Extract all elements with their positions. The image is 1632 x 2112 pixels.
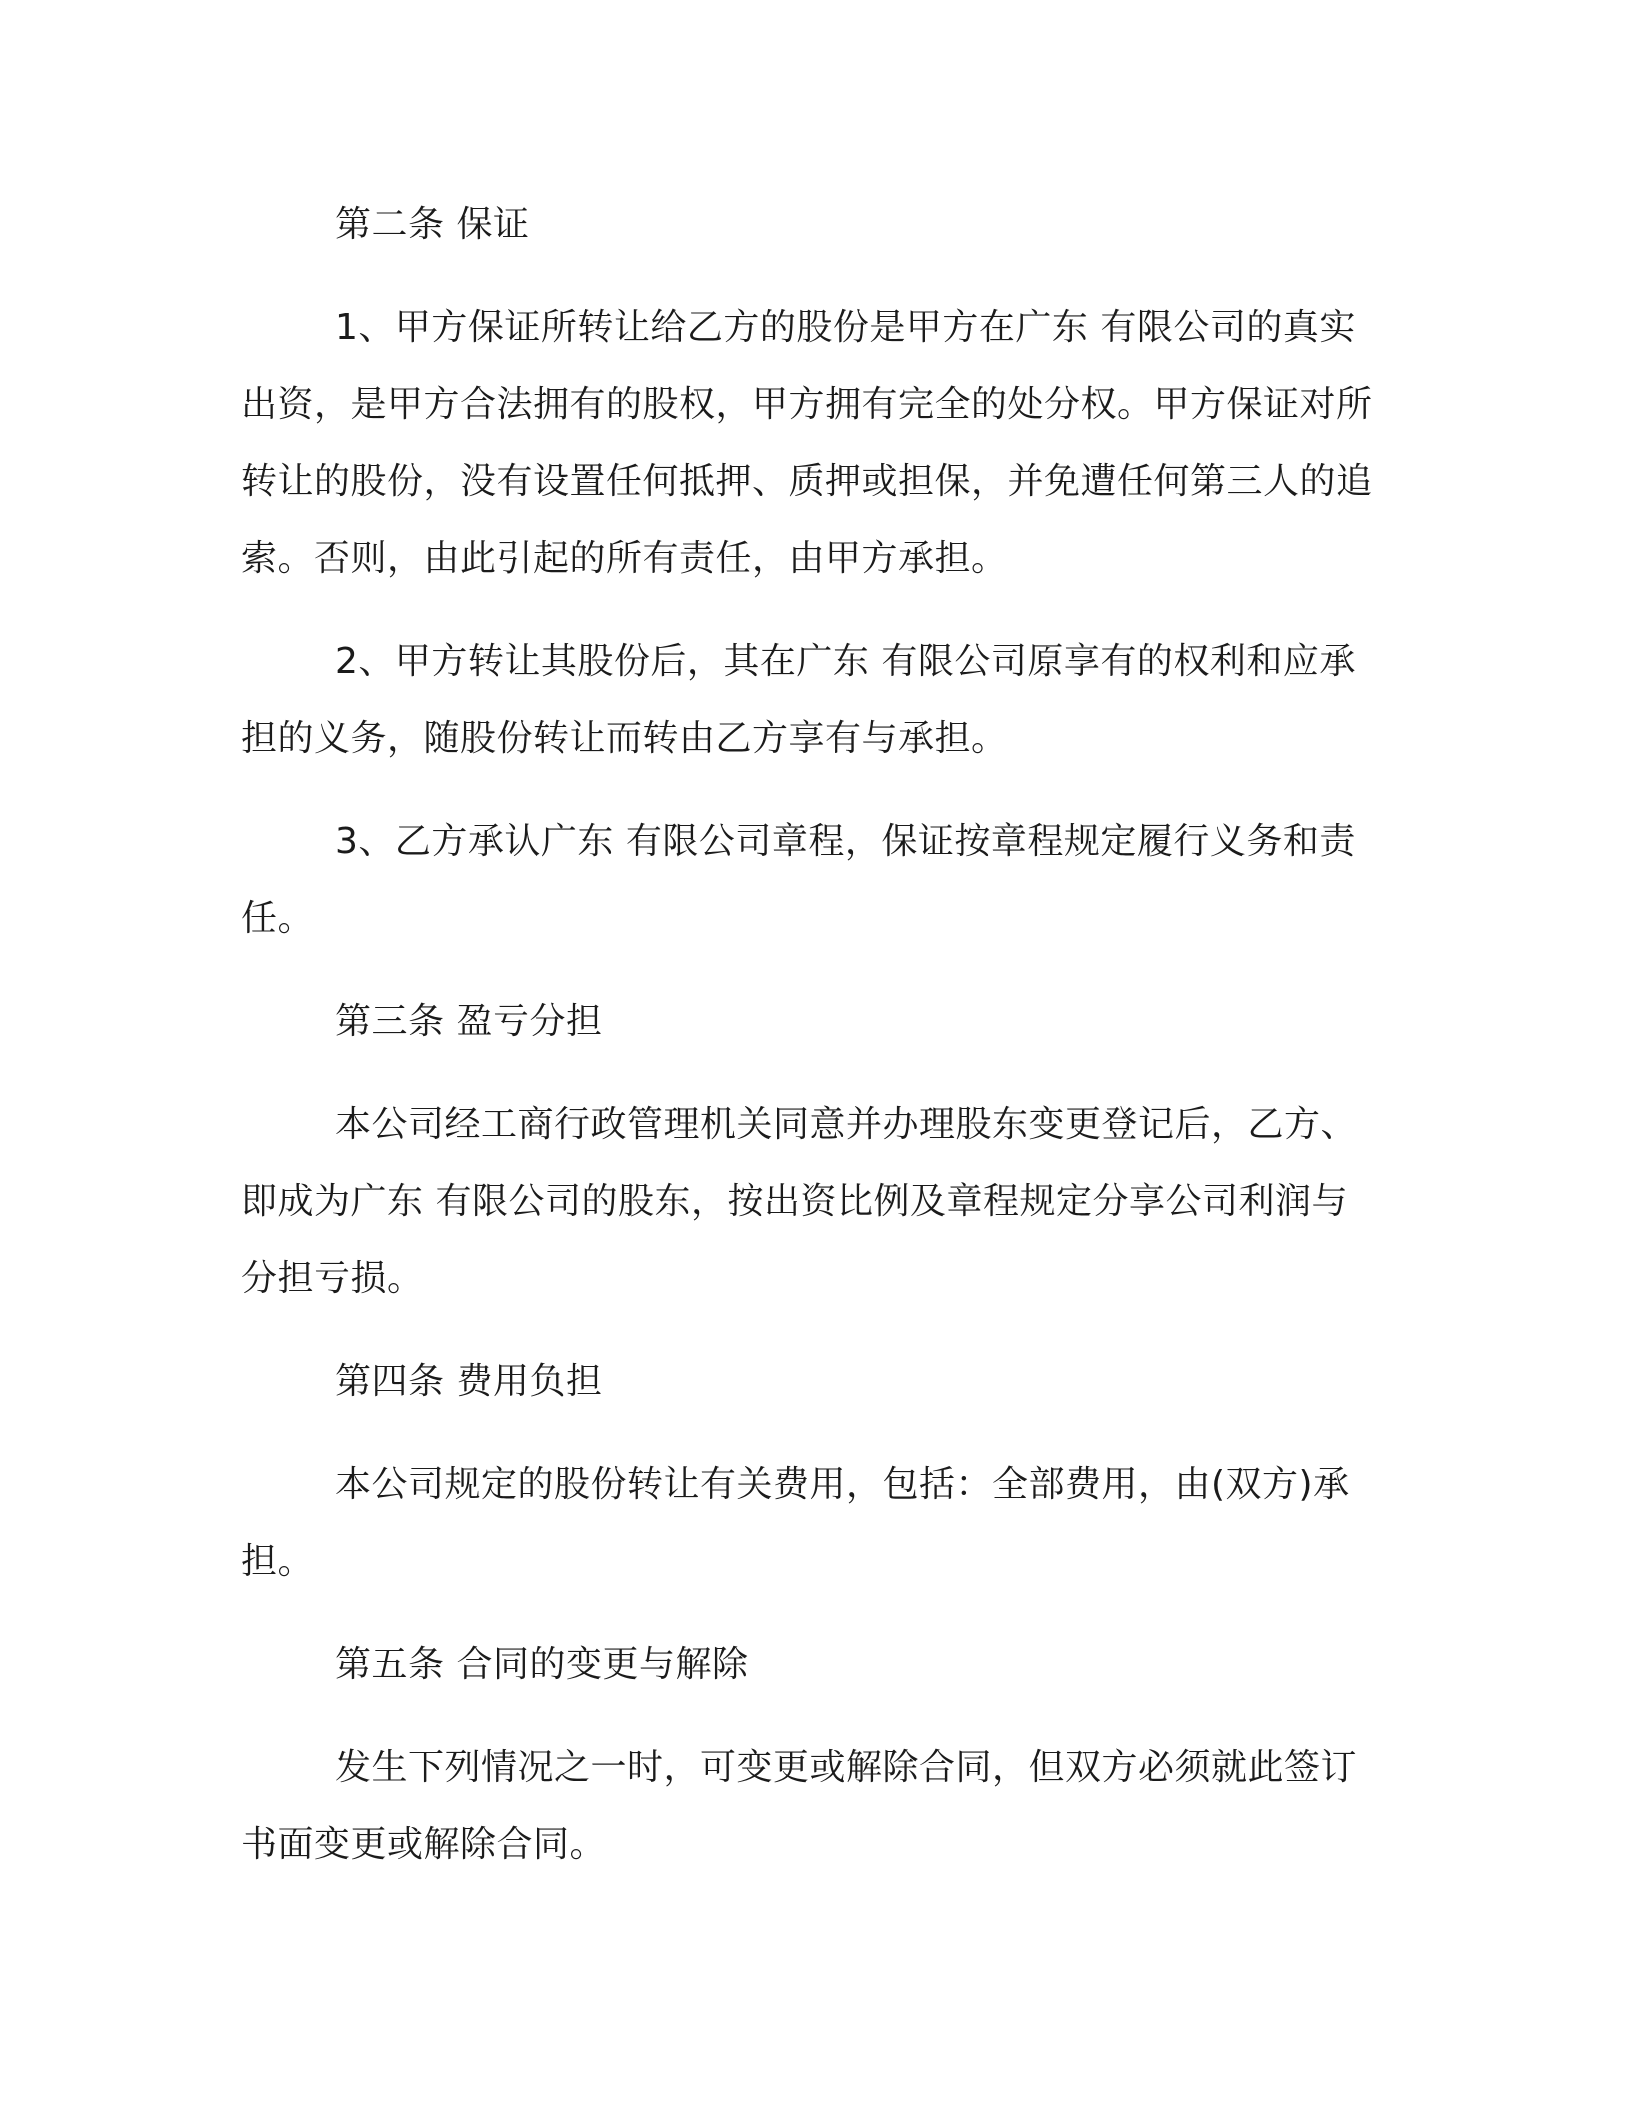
article-5-body: 发生下列情况之一时，可变更或解除合同，但双方必须就此签订书面变更或解除合同。 — [241, 1747, 1358, 1865]
article-3-body: 本公司经工商行政管理机关同意并办理股东变更登记后，乙方、即成为广东 有限公司的股东，按出资比例及章程规定分享公司利润与分担亏损。 — [241, 1104, 1358, 1299]
article-2-heading: 第二条 保证 — [335, 204, 530, 245]
article-4-body: 本公司规定的股份转让有关费用，包括：全部费用，由(双方)承担。 — [241, 1464, 1350, 1582]
article-5-heading: 第五条 合同的变更与解除 — [335, 1644, 749, 1685]
article-2-clause-1: 1、甲方保证所转让给乙方的股份是甲方在广东 有限公司的真实出资，是甲方合法拥有的股权，甲方拥有完全的处分权。甲方保证对所转让的股份，没有设置任何抵押、质押或担保，并免遭任何第三人的追索。否则，由此引起的所有责任，由甲方承担。 — [241, 307, 1373, 579]
document-body — [241, 186, 1381, 1909]
article-3-heading: 第三条 盈亏分担 — [335, 1001, 603, 1042]
article-2-clause-2: 2、甲方转让其股份后，其在广东 有限公司原享有的权利和应承担的义务，随股份转让而转由乙方享有与承担。 — [241, 641, 1356, 759]
article-4-heading: 第四条 费用负担 — [335, 1361, 603, 1402]
article-2-clause-3: 3、乙方承认广东 有限公司章程，保证按章程规定履行义务和责任。 — [241, 821, 1356, 939]
